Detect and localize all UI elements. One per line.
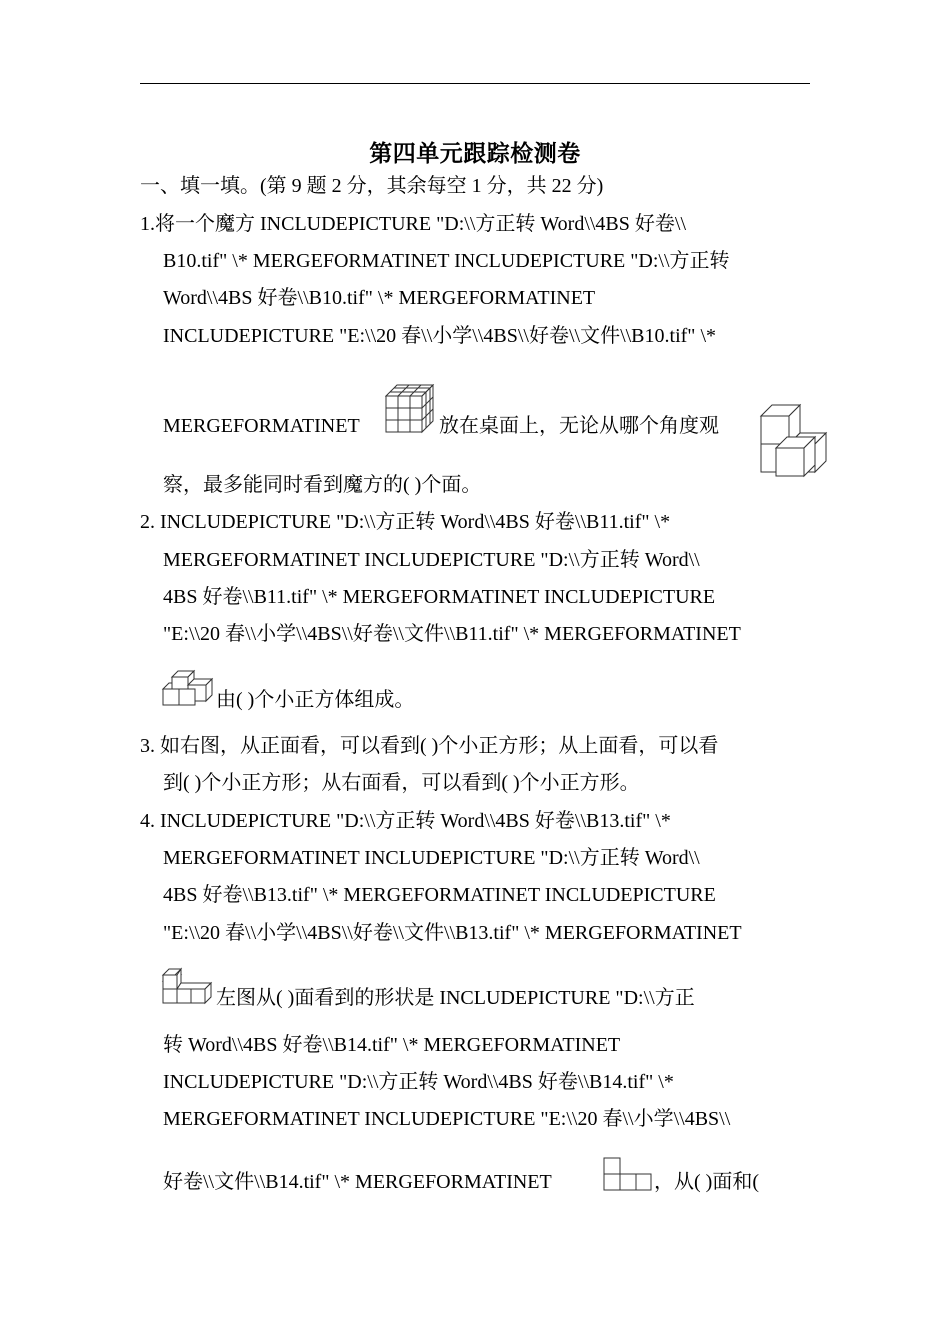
q4-line-4: "E:\\20 春\\小学\\4BS\\好卷\\文件\\B13.tif" \* MERGEFORMATINET (163, 922, 742, 944)
q4-line-8: MERGEFORMATINET INCLUDEPICTURE "E:\\20 春\\小学\\4BS\\ (163, 1108, 731, 1130)
q1-line-3: Word\\4BS 好卷\\B10.tif" \* MERGEFORMATINET (163, 287, 596, 309)
q1-line-5a: MERGEFORMATINET (163, 415, 360, 437)
section-heading: 一、填一填。(第 9 题 2 分，其余每空 1 分，共 22 分) (140, 175, 604, 197)
q2-line-3: 4BS 好卷\\B11.tif" \* MERGEFORMATINET INCLUDEPICTURE (163, 586, 716, 608)
q1-line-5b: 放在桌面上，无论从哪个角度观 (439, 415, 719, 437)
small-cubes-figure (160, 669, 216, 709)
q4-line-6: 转 Word\\4BS 好卷\\B14.tif" \* MERGEFORMATINET (163, 1034, 621, 1056)
q1-line-2: B10.tif" \* MERGEFORMATINET INCLUDEPICTURE "D:\\方正转 (163, 250, 730, 272)
q1-line-6: 察，最多能同时看到魔方的( )个面。 (163, 474, 482, 496)
q2-line-4: "E:\\20 春\\小学\\4BS\\好卷\\文件\\B11.tif" \* MERGEFORMATINET (163, 623, 741, 645)
q3-cube-stack-figure (758, 402, 828, 478)
page-title: 第四单元跟踪检测卷 (369, 141, 581, 167)
cube-row-figure (160, 967, 216, 1007)
q4-line-7: INCLUDEPICTURE "D:\\方正转 Word\\4BS 好卷\\B14.tif" \* (163, 1071, 674, 1093)
q2-line-2: MERGEFORMATINET INCLUDEPICTURE "D:\\方正转 Word\\ (163, 549, 700, 571)
header-rule (140, 83, 810, 84)
rubiks-cube-figure (385, 384, 435, 434)
q3-line-1: 3. 如右图，从正面看，可以看到( )个小正方形；从上面看，可以看 (140, 735, 719, 757)
q4-line-9a: 好卷\\文件\\B14.tif" \* MERGEFORMATINET (163, 1171, 552, 1193)
view-shape-figure (601, 1156, 653, 1192)
q4-line-9b: ，从( )面和( (654, 1171, 759, 1193)
q2-line-5: 由( )个小正方体组成。 (216, 689, 415, 711)
q4-line-5: 左图从( )面看到的形状是 INCLUDEPICTURE "D:\\方正 (216, 987, 695, 1009)
q4-line-2: MERGEFORMATINET INCLUDEPICTURE "D:\\方正转 Word\\ (163, 847, 700, 869)
q3-line-2: 到( )个小正方形；从右面看，可以看到( )个小正方形。 (163, 772, 640, 794)
q2-line-1: 2. INCLUDEPICTURE "D:\\方正转 Word\\4BS 好卷\\B11.tif" \* (140, 511, 671, 533)
q4-line-3: 4BS 好卷\\B13.tif" \* MERGEFORMATINET INCLUDEPICTURE (163, 884, 716, 906)
q1-line-4: INCLUDEPICTURE "E:\\20 春\\小学\\4BS\\好卷\\文件\\B10.tif" \* (163, 325, 717, 347)
q1-line-1: 1.将一个魔方 INCLUDEPICTURE "D:\\方正转 Word\\4BS 好卷\\ (140, 213, 687, 235)
q4-line-1: 4. INCLUDEPICTURE "D:\\方正转 Word\\4BS 好卷\\B13.tif" \* (140, 810, 671, 832)
